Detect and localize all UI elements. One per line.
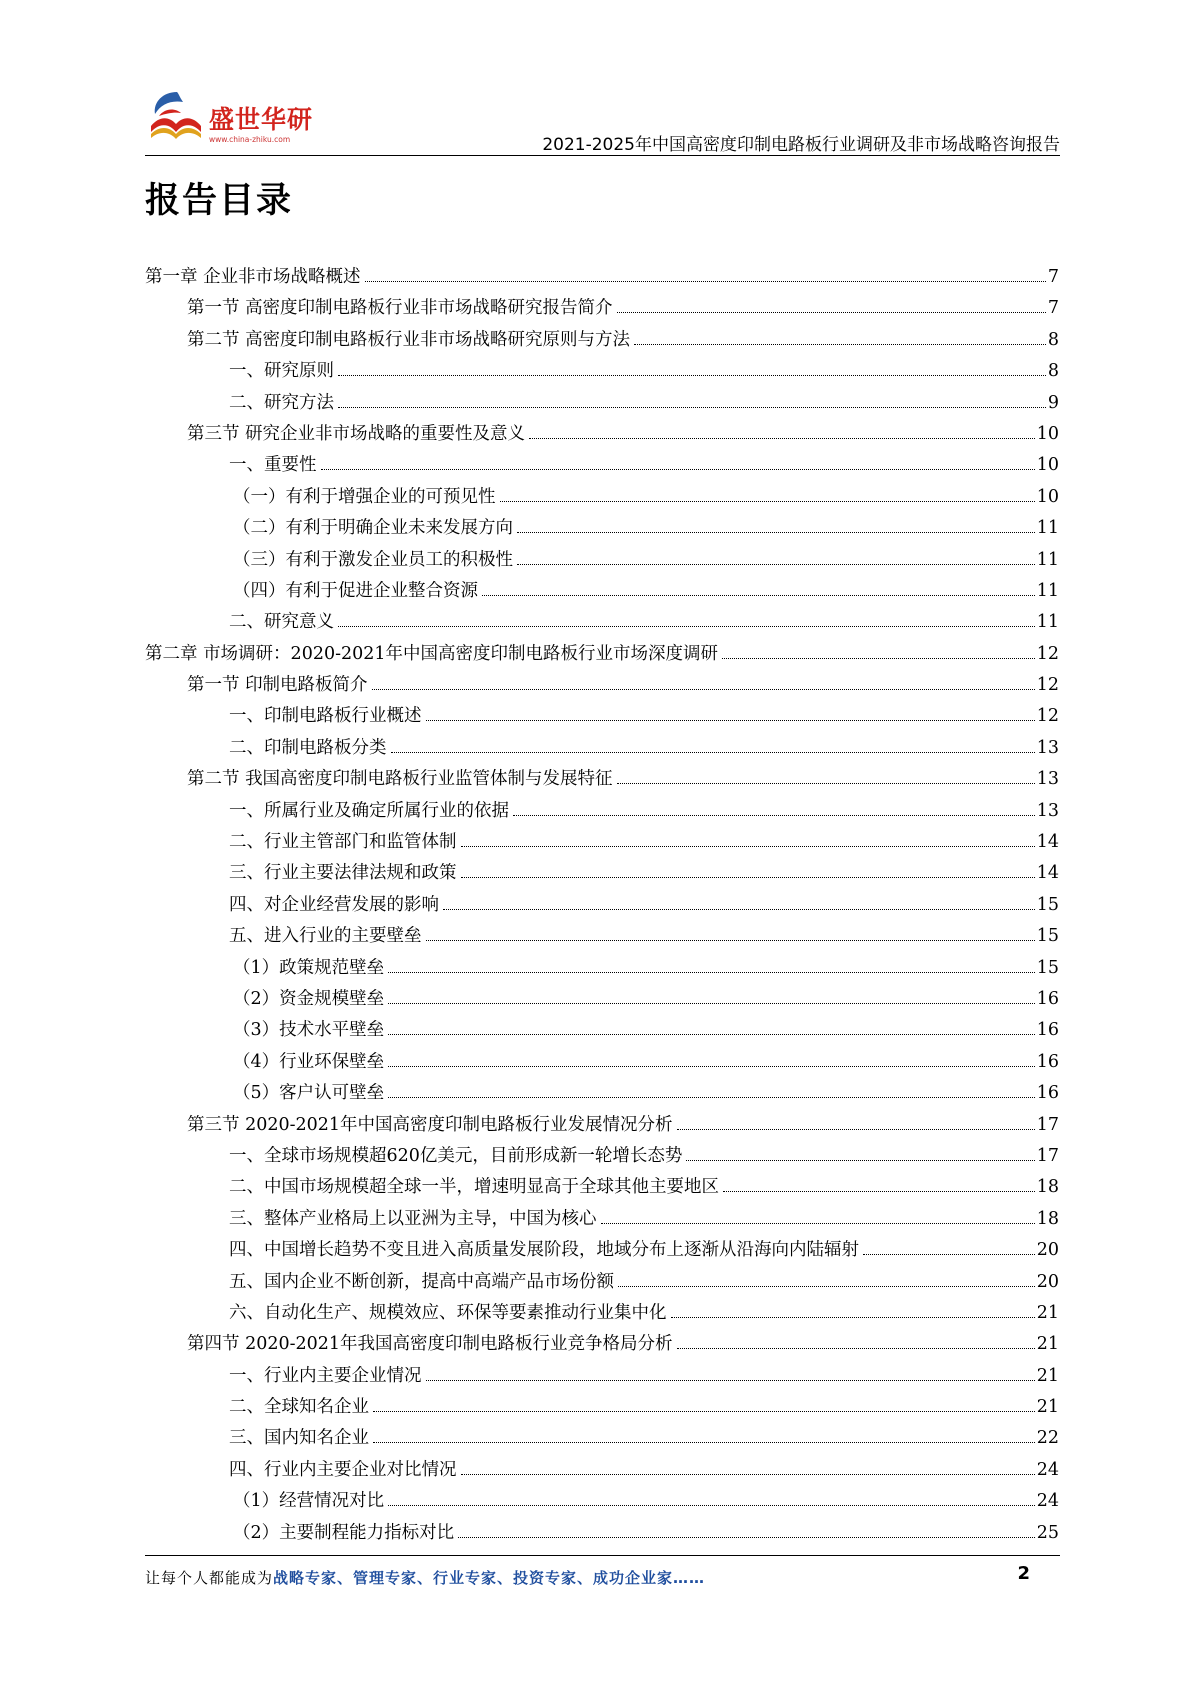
toc-entry[interactable] xyxy=(145,1423,1059,1454)
toc-entry-page: 8 xyxy=(1047,361,1059,382)
toc-entry[interactable] xyxy=(145,639,1059,670)
toc-entry-title: 一、重要性 xyxy=(229,455,317,476)
toc-entry-title: （5）客户认可壁垒 xyxy=(233,1083,385,1104)
dot-leader xyxy=(722,657,1035,659)
dot-leader xyxy=(513,814,1035,816)
toc-entry-page: 13 xyxy=(1036,769,1059,790)
toc-entry-title: 一、研究原则 xyxy=(229,361,334,382)
toc-entry-page: 7 xyxy=(1047,298,1059,319)
toc-entry-page: 18 xyxy=(1036,1177,1059,1198)
toc-entry-page: 10 xyxy=(1036,455,1059,476)
dot-leader xyxy=(388,1096,1035,1098)
toc-entry-title: 二、中国市场规模超全球一半，增速明显高于全球其他主要地区 xyxy=(229,1177,719,1198)
toc-entry-page: 21 xyxy=(1036,1302,1059,1323)
dot-leader xyxy=(443,908,1035,910)
table-of-contents xyxy=(145,262,1059,1549)
dot-leader xyxy=(426,719,1035,721)
toc-entry[interactable] xyxy=(145,325,1059,356)
toc-entry-page: 13 xyxy=(1036,800,1059,821)
page-header xyxy=(145,80,1060,158)
toc-entry-title: 四、对企业经营发展的影响 xyxy=(229,894,439,915)
toc-entry[interactable] xyxy=(145,262,1059,293)
toc-entry-page: 14 xyxy=(1036,832,1059,853)
toc-entry-page: 21 xyxy=(1036,1334,1059,1355)
toc-entry-page: 24 xyxy=(1036,1459,1059,1480)
dot-leader xyxy=(517,563,1035,565)
toc-entry[interactable] xyxy=(145,482,1059,513)
toc-entry[interactable] xyxy=(145,1172,1059,1203)
toc-entry[interactable] xyxy=(145,1204,1059,1235)
toc-entry[interactable] xyxy=(145,1486,1059,1517)
dot-leader xyxy=(634,343,1046,345)
toc-entry-title: 二、研究意义 xyxy=(229,612,334,633)
dot-leader xyxy=(388,971,1035,973)
toc-entry-page: 15 xyxy=(1036,926,1059,947)
footer-emphasis: 战略专家、管理专家、行业专家、投资专家、成功企业家…… xyxy=(273,1569,706,1587)
toc-entry[interactable] xyxy=(145,1110,1059,1141)
toc-entry-title: （四）有利于促进企业整合资源 xyxy=(233,580,478,601)
dot-leader xyxy=(482,594,1035,596)
company-logo xyxy=(145,86,345,148)
dot-leader xyxy=(461,876,1035,878)
toc-entry[interactable] xyxy=(145,796,1059,827)
dot-leader xyxy=(388,1033,1035,1035)
dot-leader xyxy=(388,1002,1035,1004)
dot-leader xyxy=(372,688,1035,690)
footer-prefix: 让每个人都能成为 xyxy=(145,1569,274,1587)
toc-entry-page: 17 xyxy=(1036,1145,1059,1166)
toc-entry[interactable] xyxy=(145,1078,1059,1109)
toc-entry-title: 一、印制电路板行业概述 xyxy=(229,706,422,727)
dot-leader xyxy=(321,468,1035,470)
toc-entry-title: 第二章 市场调研：2020-2021年中国高密度印制电路板行业市场深度调研 xyxy=(145,643,719,664)
toc-entry[interactable] xyxy=(145,890,1059,921)
dot-leader xyxy=(529,437,1035,439)
toc-entry-page: 7 xyxy=(1047,267,1059,287)
toc-entry-page: 17 xyxy=(1036,1114,1059,1135)
toc-entry-title: （4）行业环保壁垒 xyxy=(233,1051,385,1072)
dot-leader xyxy=(373,1410,1035,1412)
toc-entry-title: （一）有利于增强企业的可预见性 xyxy=(233,486,496,507)
dot-leader xyxy=(671,1316,1035,1318)
dot-leader xyxy=(601,1222,1035,1224)
dot-leader xyxy=(517,531,1035,533)
dot-leader xyxy=(461,1473,1035,1475)
toc-entry-page: 11 xyxy=(1036,518,1059,539)
dot-leader xyxy=(618,1285,1035,1287)
toc-entry-title: 四、中国增长趋势不变且进入高质量发展阶段，地域分布上逐渐从沿海向内陆辐射 xyxy=(229,1240,859,1261)
toc-entry-title: 第一章 企业非市场战略概述 xyxy=(145,267,361,287)
toc-entry-page: 16 xyxy=(1036,988,1059,1009)
toc-entry[interactable] xyxy=(145,419,1059,450)
toc-entry-page: 21 xyxy=(1036,1397,1059,1418)
dot-leader xyxy=(373,1441,1035,1443)
toc-entry-title: （二）有利于明确企业未来发展方向 xyxy=(233,518,513,539)
toc-entry-page: 16 xyxy=(1036,1020,1059,1041)
logo-name: 盛世华研 xyxy=(209,105,314,134)
toc-entry-title: 一、行业内主要企业情况 xyxy=(229,1365,422,1386)
toc-entry[interactable] xyxy=(145,1015,1059,1046)
dot-leader xyxy=(677,1128,1035,1130)
toc-entry-title: 二、行业主管部门和监管体制 xyxy=(229,832,457,853)
toc-entry[interactable] xyxy=(145,670,1059,701)
toc-entry-page: 10 xyxy=(1036,423,1059,444)
toc-entry[interactable] xyxy=(145,1329,1059,1360)
toc-entry-title: 三、整体产业格局上以亚洲为主导，中国为核心 xyxy=(229,1208,597,1229)
toc-entry-page: 16 xyxy=(1036,1051,1059,1072)
toc-entry-page: 8 xyxy=(1047,329,1059,350)
toc-entry[interactable] xyxy=(145,388,1059,419)
toc-entry-page: 18 xyxy=(1036,1208,1059,1229)
dot-leader xyxy=(388,1065,1035,1067)
toc-entry-page: 20 xyxy=(1036,1240,1059,1261)
toc-entry-title: 一、所属行业及确定所属行业的依据 xyxy=(229,800,509,821)
toc-entry-title: 第一节 高密度印制电路板行业非市场战略研究报告简介 xyxy=(187,298,613,319)
toc-entry[interactable] xyxy=(145,1267,1059,1298)
toc-entry-page: 11 xyxy=(1036,580,1059,601)
toc-entry-title: （三）有利于激发企业员工的积极性 xyxy=(233,549,513,570)
dot-leader xyxy=(391,751,1035,753)
toc-entry-title: 五、国内企业不断创新，提高中高端产品市场份额 xyxy=(229,1271,614,1292)
dot-leader xyxy=(686,1159,1034,1161)
dot-leader xyxy=(426,1379,1035,1381)
toc-entry[interactable] xyxy=(145,1141,1059,1172)
toc-entry-title: （2）主要制程能力指标对比 xyxy=(233,1522,455,1543)
dot-leader xyxy=(338,625,1035,627)
toc-entry-page: 20 xyxy=(1036,1271,1059,1292)
toc-entry[interactable] xyxy=(145,1392,1059,1423)
toc-entry-title: 一、全球市场规模超620亿美元，目前形成新一轮增长态势 xyxy=(229,1145,683,1166)
toc-entry[interactable] xyxy=(145,1518,1059,1549)
toc-entry-page: 12 xyxy=(1036,675,1059,696)
toc-entry[interactable] xyxy=(145,545,1059,576)
toc-entry-title: 三、国内知名企业 xyxy=(229,1428,369,1449)
dot-leader xyxy=(458,1536,1035,1538)
dot-leader xyxy=(426,939,1035,941)
toc-entry[interactable] xyxy=(145,921,1059,952)
toc-entry-page: 21 xyxy=(1036,1365,1059,1386)
toc-entry-title: 四、行业内主要企业对比情况 xyxy=(229,1459,457,1480)
toc-entry-title: 二、印制电路板分类 xyxy=(229,737,387,758)
toc-entry-page: 16 xyxy=(1036,1083,1059,1104)
book-logo-icon xyxy=(145,86,207,148)
header-divider xyxy=(145,155,1060,156)
toc-entry[interactable] xyxy=(145,513,1059,544)
toc-entry-title: 二、全球知名企业 xyxy=(229,1397,369,1418)
toc-entry-title: 二、研究方法 xyxy=(229,392,334,413)
toc-entry[interactable] xyxy=(145,858,1059,889)
toc-entry-title: 第三节 2020-2021年中国高密度印制电路板行业发展情况分析 xyxy=(187,1114,673,1135)
toc-entry[interactable] xyxy=(145,450,1059,481)
dot-leader xyxy=(461,845,1035,847)
toc-entry[interactable] xyxy=(145,1235,1059,1266)
toc-entry-title: （1）政策规范壁垒 xyxy=(233,957,385,978)
toc-entry-page: 12 xyxy=(1036,643,1059,664)
toc-entry[interactable] xyxy=(145,827,1059,858)
page-title: 报告目录 xyxy=(145,181,294,221)
toc-entry-title: （3）技术水平壁垒 xyxy=(233,1020,385,1041)
toc-entry[interactable] xyxy=(145,356,1059,387)
toc-entry-page: 10 xyxy=(1036,486,1059,507)
toc-entry[interactable] xyxy=(145,576,1059,607)
toc-entry[interactable] xyxy=(145,293,1059,324)
toc-entry-title: （1）经营情况对比 xyxy=(233,1491,385,1512)
toc-entry[interactable] xyxy=(145,953,1059,984)
dot-leader xyxy=(338,406,1046,408)
toc-entry-title: 第二节 高密度印制电路板行业非市场战略研究原则与方法 xyxy=(187,329,631,350)
toc-entry[interactable] xyxy=(145,764,1059,795)
dot-leader xyxy=(863,1253,1035,1255)
toc-entry[interactable] xyxy=(145,1455,1059,1486)
dot-leader xyxy=(500,500,1035,502)
toc-entry-page: 15 xyxy=(1036,957,1059,978)
toc-entry[interactable] xyxy=(145,1298,1059,1329)
dot-leader xyxy=(723,1190,1035,1192)
dot-leader xyxy=(677,1347,1035,1349)
toc-entry[interactable] xyxy=(145,701,1059,732)
toc-entry[interactable] xyxy=(145,733,1059,764)
toc-entry[interactable] xyxy=(145,607,1059,638)
toc-entry[interactable] xyxy=(145,984,1059,1015)
logo-url: www.china-zhiku.com xyxy=(209,135,291,144)
footer-slogan xyxy=(145,1567,705,1588)
toc-entry-title: 三、行业主要法律法规和政策 xyxy=(229,863,457,884)
toc-entry[interactable] xyxy=(145,1361,1059,1392)
toc-entry-page: 13 xyxy=(1036,737,1059,758)
toc-entry-page: 11 xyxy=(1036,612,1059,633)
toc-entry-title: 第三节 研究企业非市场战略的重要性及意义 xyxy=(187,423,526,444)
dot-leader xyxy=(617,311,1046,313)
toc-entry-title: 第二节 我国高密度印制电路板行业监管体制与发展特征 xyxy=(187,769,613,790)
report-title: 2021-2025年中国高密度印制电路板行业调研及非市场战略咨询报告 xyxy=(542,135,1060,155)
toc-entry-page: 25 xyxy=(1036,1522,1059,1543)
toc-entry-title: 六、自动化生产、规模效应、环保等要素推动行业集中化 xyxy=(229,1302,667,1323)
toc-entry-title: 第一节 印制电路板简介 xyxy=(187,675,368,696)
toc-entry-page: 22 xyxy=(1036,1428,1059,1449)
dot-leader xyxy=(388,1504,1035,1506)
toc-entry-page: 14 xyxy=(1036,863,1059,884)
toc-entry-title: 第四节 2020-2021年我国高密度印制电路板行业竞争格局分析 xyxy=(187,1334,673,1355)
footer-divider xyxy=(145,1555,1060,1556)
page-number: 2 xyxy=(1017,1563,1030,1584)
toc-entry-page: 24 xyxy=(1036,1491,1059,1512)
toc-entry-page: 15 xyxy=(1036,894,1059,915)
toc-entry-page: 11 xyxy=(1036,549,1059,570)
toc-entry[interactable] xyxy=(145,1047,1059,1078)
toc-entry-page: 12 xyxy=(1036,706,1059,727)
dot-leader xyxy=(365,280,1046,282)
toc-entry-title: 五、进入行业的主要壁垒 xyxy=(229,926,422,947)
dot-leader xyxy=(617,782,1035,784)
toc-entry-page: 9 xyxy=(1047,392,1059,413)
toc-entry-title: （2）资金规模壁垒 xyxy=(233,988,385,1009)
dot-leader xyxy=(338,374,1046,376)
